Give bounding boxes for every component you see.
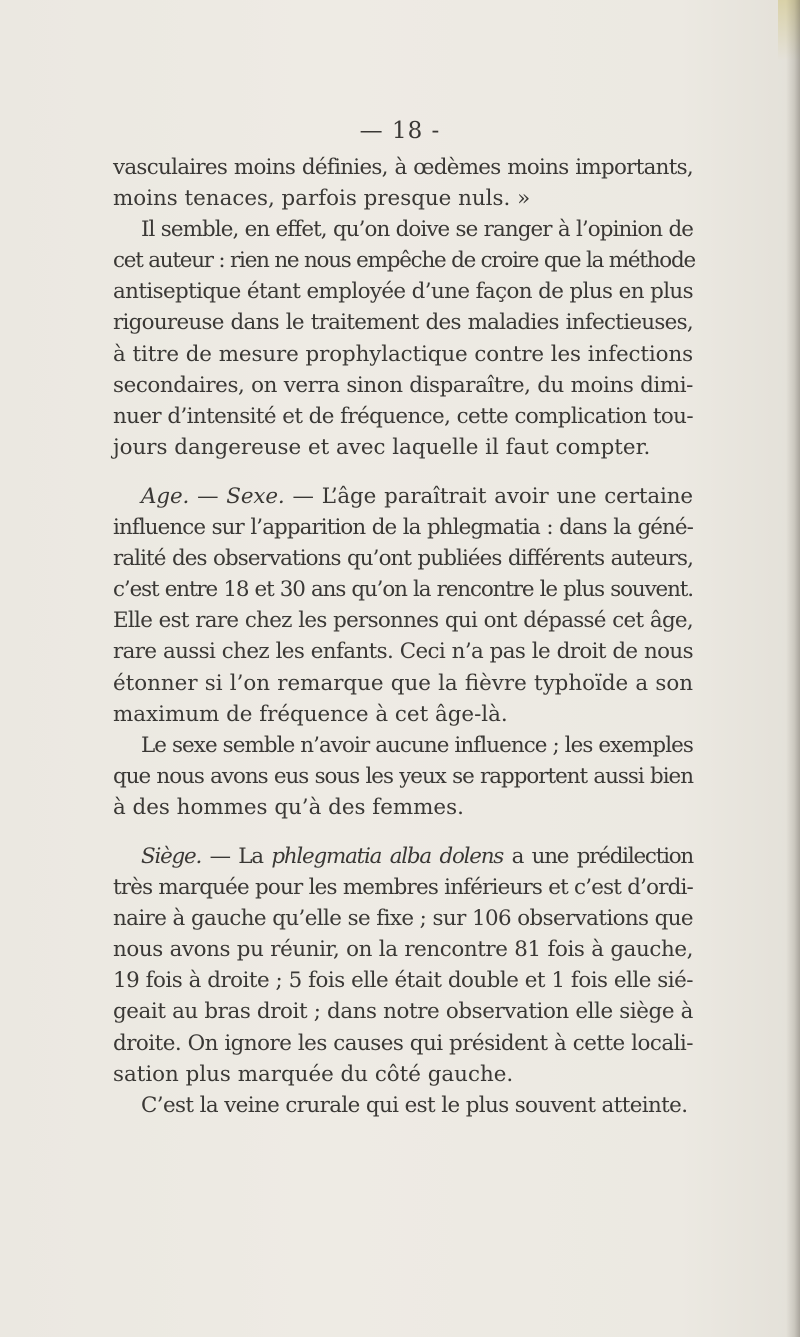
text-line: C’est la veine crurale qui est le plus souvent atteinte. bbox=[141, 1092, 688, 1118]
text-line: à des hommes qu’à des femmes. bbox=[113, 794, 464, 820]
heading-siege: Siège. bbox=[141, 843, 202, 869]
paragraph-crurale bbox=[113, 1090, 693, 1121]
text-line: Il semble, en effet, qu’on doive se ranger à l’opinion de bbox=[141, 217, 693, 243]
phrase-prefix: La bbox=[238, 843, 263, 869]
phrase-rest: a une prédilection bbox=[511, 843, 693, 869]
paragraph-opinion bbox=[113, 214, 693, 463]
section-heading-line: Siège. — La phlegmatia alba dolens a une prédilection bbox=[141, 843, 693, 869]
text-line: Le sexe semble n’avoir aucune influence ; les exemples bbox=[141, 732, 693, 758]
text-line: jours dangereuse et avec laquelle il faut compter. bbox=[113, 434, 651, 460]
text-line: très marquée pour les membres inférieurs et c’est d’ordi- bbox=[113, 875, 693, 901]
paragraph-age-sexe bbox=[113, 481, 693, 730]
text-line: étonner si l’on remarque que la fièvre typhoïde a son bbox=[113, 670, 693, 696]
page-edge-shadow bbox=[786, 0, 800, 1337]
text-line: nuer d’intensité et de fréquence, cette complication tou- bbox=[113, 403, 693, 429]
text-line: rigoureuse dans le traitement des maladies infectieuses, bbox=[113, 310, 693, 336]
text-line: maximum de fréquence à cet âge-là. bbox=[113, 701, 508, 727]
paragraph-siege bbox=[113, 841, 693, 1090]
heading-line-text: L’âge paraîtrait avoir une certaine bbox=[321, 483, 693, 509]
text-line: moins tenaces, parfois presque nuls. » bbox=[113, 186, 531, 212]
heading-age: Age. bbox=[141, 483, 190, 509]
text-line: droite. On ignore les causes qui président à cette locali- bbox=[113, 1030, 693, 1056]
text-line: à titre de mesure prophylactique contre les infections bbox=[113, 341, 693, 367]
text-line: secondaires, on verra sinon disparaître, du moins dimi- bbox=[113, 372, 693, 398]
text-line: cet auteur : rien ne nous empêche de croire que la méthode bbox=[113, 248, 695, 274]
body-text bbox=[113, 152, 693, 1121]
text-line: sation plus marquée du côté gauche. bbox=[113, 1061, 514, 1087]
text-line: Elle est rare chez les personnes qui ont dépassé cet âge, bbox=[113, 608, 693, 634]
text-line: c’est entre 18 et 30 ans qu’on la rencontre le plus souvent. bbox=[113, 577, 693, 603]
text-line: geait au bras droit ; dans notre observation elle siège à bbox=[113, 999, 693, 1025]
text-line: influence sur l’apparition de la phlegmatia : dans la géné- bbox=[113, 515, 693, 541]
text-line: rare aussi chez les enfants. Ceci n’a pas le droit de nous bbox=[113, 639, 693, 665]
paragraph-continuation bbox=[113, 152, 693, 214]
text-line: naire à gauche qu’elle se fixe ; sur 106 observations que bbox=[113, 906, 693, 932]
text-line: nous avons pu réunir, on la rencontre 81 fois à gauche, bbox=[113, 937, 693, 963]
section-heading-line: Age. — Sexe. — L’âge paraîtrait avoir une certaine bbox=[141, 483, 693, 509]
page-number: — 18 - bbox=[359, 118, 441, 144]
text-line: ralité des observations qu’ont publiées différents auteurs, bbox=[113, 546, 693, 572]
text-line: que nous avons eus sous les yeux se rapportent aussi bien bbox=[113, 763, 693, 789]
paragraph-sexe bbox=[113, 730, 693, 823]
phrase-italic: phlegmatia alba dolens bbox=[271, 843, 504, 869]
text-line: vasculaires moins définies, à œdèmes moins importants, bbox=[113, 155, 693, 180]
text-line: 19 fois à droite ; 5 fois elle était double et 1 fois elle sié- bbox=[113, 968, 693, 994]
text-line: antiseptique étant employée d’une façon de plus en plus bbox=[113, 279, 693, 305]
heading-sexe: Sexe. bbox=[226, 483, 285, 509]
